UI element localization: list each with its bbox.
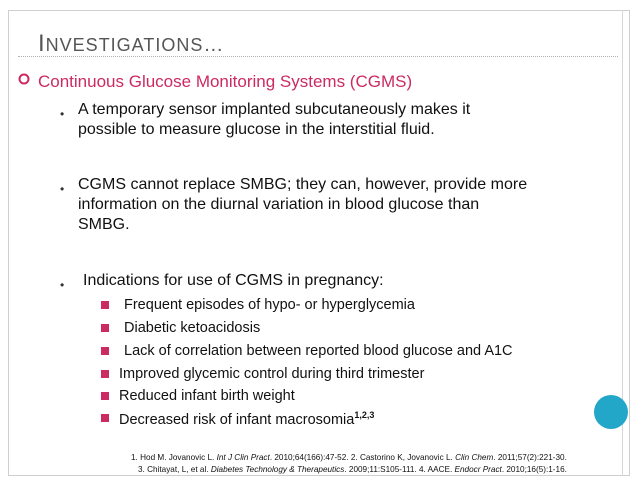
indication-item: Improved glycemic control during third trimester <box>119 366 424 382</box>
indication-item: Frequent episodes of hypo- or hyperglycemia <box>124 297 415 313</box>
indication-item: Reduced infant birth weight <box>119 388 295 404</box>
dot-bullet-icon: • <box>60 278 65 292</box>
slide-title: INVESTIGATIONS… <box>38 30 225 57</box>
decorative-circle <box>594 395 628 429</box>
indication-item: Lack of correlation between reported blood glucose and A1C <box>124 343 513 359</box>
square-bullet-icon <box>101 347 109 355</box>
square-bullet-icon <box>101 301 109 309</box>
square-bullet-icon <box>101 392 109 400</box>
bullet-item: • Indications for use of CGMS in pregnancy: <box>83 271 384 291</box>
square-bullet-icon <box>101 324 109 332</box>
square-bullet-icon <box>101 414 109 422</box>
dot-bullet-icon: • <box>60 107 65 121</box>
bullet-item: • A temporary sensor implanted subcutaneously makes it possible to measure glucose in the interstitial fluid. <box>60 101 471 138</box>
references-line-2: 3. Chitayat, L, et al. Diabetes Technology & Therapeutics. 2009;11:S105-111. 4. AACE. Endocr Pract. 2010;16(5):1-16. <box>138 465 567 474</box>
bullet-item: • CGMS cannot replace SMBG; they can, however, provide more information on the diurnal variation in blood glucose than SMBG. <box>60 176 528 233</box>
references-line-1: 1. Hod M. Jovanovic L. Int J Clin Pract. 2010;64(166):47-52. 2. Castorino K, Jovanovic L. Clin Chem. 2011;57(2):221-30. <box>131 453 567 462</box>
square-bullet-icon <box>101 370 109 378</box>
ring-bullet-icon <box>18 73 30 85</box>
section-heading: Continuous Glucose Monitoring Systems (CGMS) <box>38 72 412 92</box>
title-divider <box>18 56 618 57</box>
indication-item: Diabetic ketoacidosis <box>124 320 260 336</box>
indication-item: Decreased risk of infant macrosomia$^{1,2,3}$ <box>119 410 374 428</box>
dot-bullet-icon: • <box>60 182 65 196</box>
